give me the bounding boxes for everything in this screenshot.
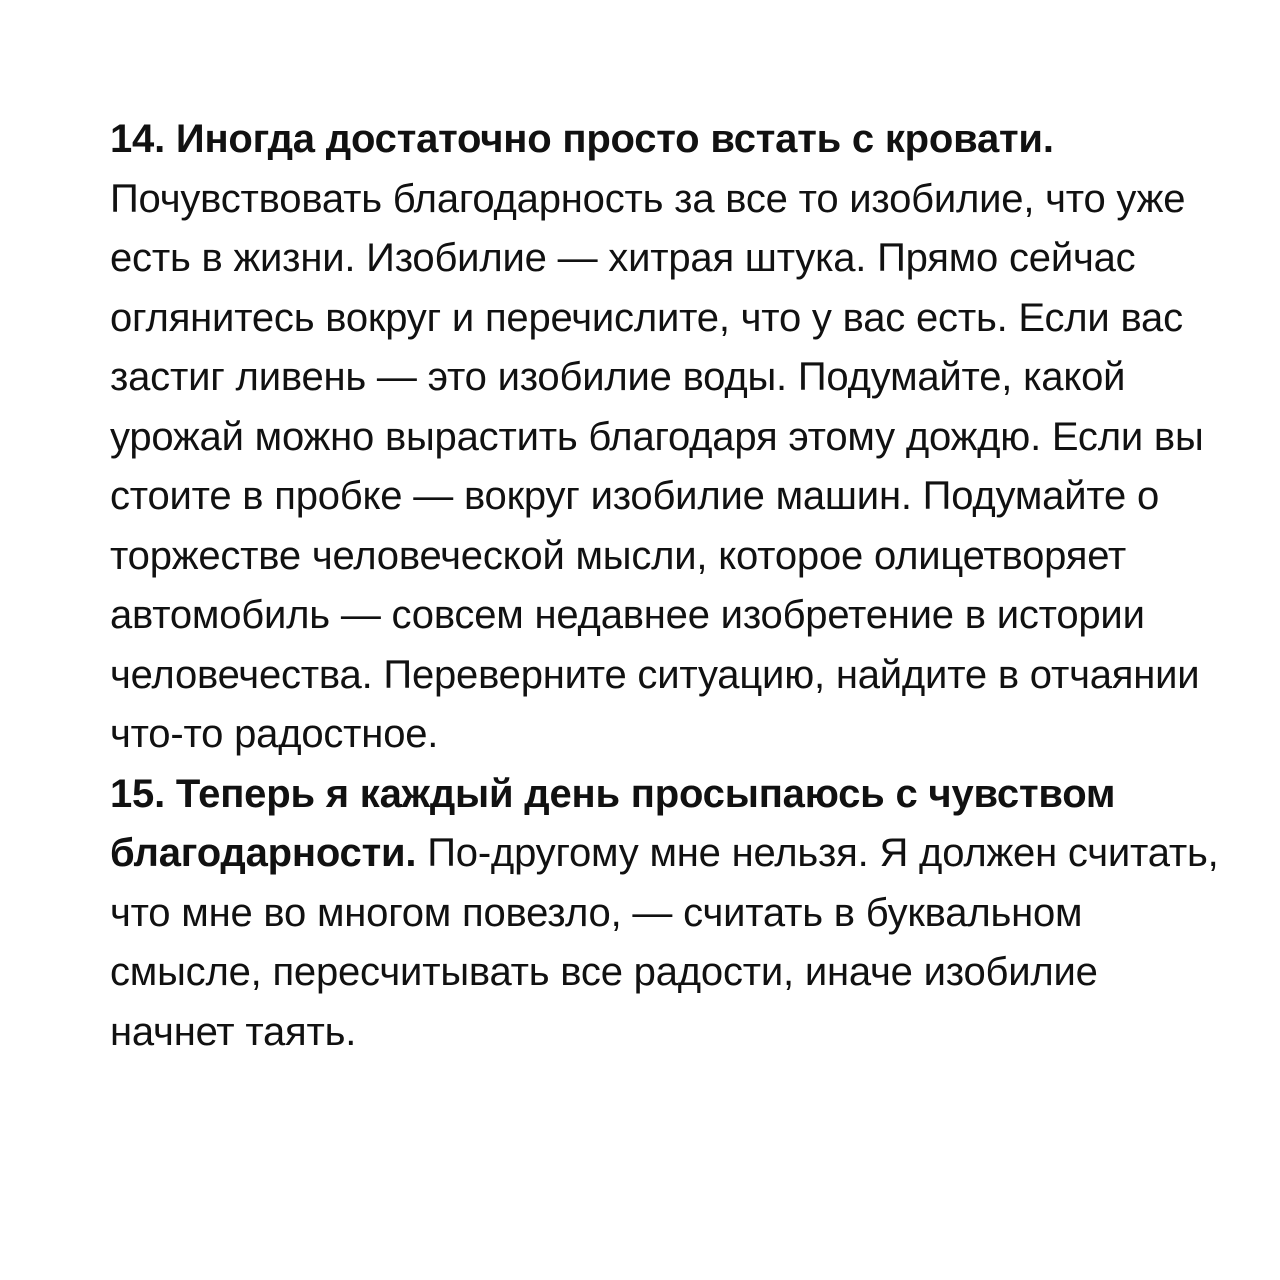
paragraph-body: Почувствовать благодарность за все то изобилие, что уже есть в жизни. Изобилие — хитрая штука. Прямо сейчас оглянитесь вокруг и перечислите, что у вас есть. Если вас застиг ливень — это изобилие воды. Подумайте, какой урожай можно вырастить благодаря этому дождю. Если вы стоите в пробке — вокруг изобилие машин. Подумайте о торжестве человеческой мысли, которое олицетворяет автомобиль — совсем недавнее изобретение в истории человечества. Переверните ситуацию, найдите в отчаянии что-то радостное. — [110, 176, 1204, 756]
paragraph-15 — [110, 765, 1220, 1063]
paragraph-14 — [110, 110, 1220, 765]
paragraph-heading: 14. Иногда достаточно просто встать с кровати. — [110, 117, 1054, 161]
paragraph-body: По-другому мне нельзя. Я должен считать, что мне во многом повезло, — считать в буквальном смысле, пересчитывать все радости, иначе изобилие начнет таять. — [110, 831, 1219, 1054]
document-page — [110, 110, 1220, 1062]
paragraph-heading: 15. Теперь я каждый день просыпаюсь с чувством благодарности. — [110, 771, 1116, 875]
